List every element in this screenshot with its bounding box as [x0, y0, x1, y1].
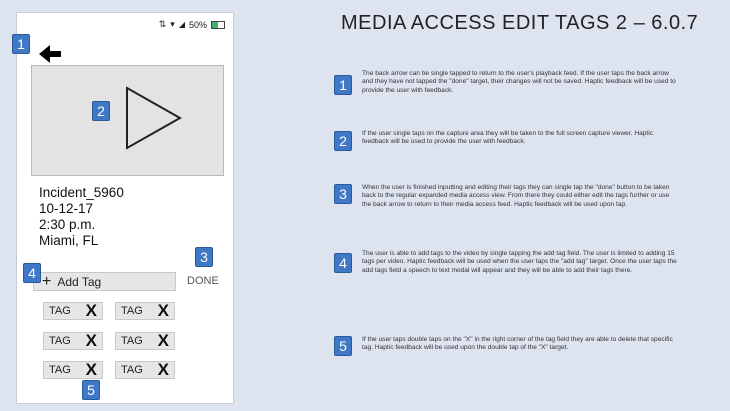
tag-label: TAG [121, 364, 143, 376]
status-bar [159, 19, 225, 30]
note-badge-3: 3 [334, 184, 352, 204]
callout-badge-4: 4 [23, 263, 41, 283]
page-title: MEDIA ACCESS EDIT TAGS 2 – 6.0.7 [341, 12, 699, 34]
cell-signal-icon: ◢ [178, 20, 185, 29]
incident-name: Incident_5960 [39, 185, 124, 200]
callout-badge-5: 5 [82, 380, 100, 400]
incident-date: 10-12-17 [39, 201, 94, 216]
plus-icon: + [42, 272, 52, 290]
note-badge-1: 1 [334, 75, 352, 95]
note-badge-5: 5 [334, 336, 352, 356]
incident-time: 2:30 p.m. [39, 217, 96, 232]
note-text-2: If the user single taps on the capture area they will be taken to the full screen capture viewer. Haptic feedback will be used to provide the user with feedback. [362, 130, 654, 146]
delete-tag-icon[interactable]: X [85, 301, 97, 320]
tag-label: TAG [121, 305, 143, 317]
delete-tag-icon[interactable]: X [85, 360, 97, 379]
tag-chip [115, 332, 175, 350]
tag-chip [115, 302, 175, 320]
wifi-icon: ▾ [170, 19, 175, 29]
tag-label: TAG [49, 335, 71, 347]
delete-tag-icon[interactable]: X [157, 360, 169, 379]
battery-icon [211, 21, 225, 29]
note-text-3: When the user is finished inputting and editing their tags they can single tap the "done" button to be taken back to the regular expanded media access view. From there they could either edit the tags further or use the back arrow to return to their media access feed. Haptic feedback will be used upon tap. [362, 184, 670, 208]
play-icon [32, 66, 225, 177]
tag-chip [43, 332, 103, 350]
note-text-5: If the user taps double taps on the "X" in the right corner of the tag field they are able to delete that specific tag. Haptic feedback will be used upon the double tap of the "X" target. [362, 336, 673, 352]
callout-badge-2: 2 [92, 101, 110, 121]
signal-icon: ⇅ [158, 19, 167, 29]
tag-label: TAG [49, 305, 71, 317]
note-badge-4: 4 [334, 253, 352, 273]
tag-label: TAG [49, 364, 71, 376]
phone-screen [16, 12, 234, 404]
note-text-4: The user is able to add tags to the video by single tapping the add tag field. The user is limited to adding 15 tags per video. Haptic feedback will be used when the user taps the "add tag" target. Once the user taps the add tags field a speech to text modal will appear and they will be able to add their tags there. [362, 250, 677, 274]
incident-location: Miami, FL [39, 233, 99, 248]
capture-area[interactable] [31, 65, 224, 176]
delete-tag-icon[interactable]: X [157, 331, 169, 350]
tag-chip [43, 302, 103, 320]
add-tag-field[interactable] [33, 272, 176, 291]
tag-label: TAG [121, 335, 143, 347]
tag-chip [43, 361, 103, 379]
delete-tag-icon[interactable]: X [85, 331, 97, 350]
battery-percent: 50% [188, 19, 207, 30]
done-button[interactable]: DONE [187, 275, 219, 287]
note-text-1: The back arrow can be single tapped to return to the user's playback feed. If the user taps the back arrow and they have not tapped the "done" target, their changes will not be saved. Haptic feedback will be used to provide the user with feedback. [362, 70, 676, 94]
callout-badge-1: 1 [12, 34, 30, 54]
back-arrow-icon[interactable] [37, 43, 63, 65]
delete-tag-icon[interactable]: X [157, 301, 169, 320]
tag-chip [115, 361, 175, 379]
note-badge-2: 2 [334, 131, 352, 151]
add-tag-label: Add Tag [57, 274, 102, 289]
incident-details [39, 185, 124, 249]
callout-badge-3: 3 [195, 247, 213, 267]
